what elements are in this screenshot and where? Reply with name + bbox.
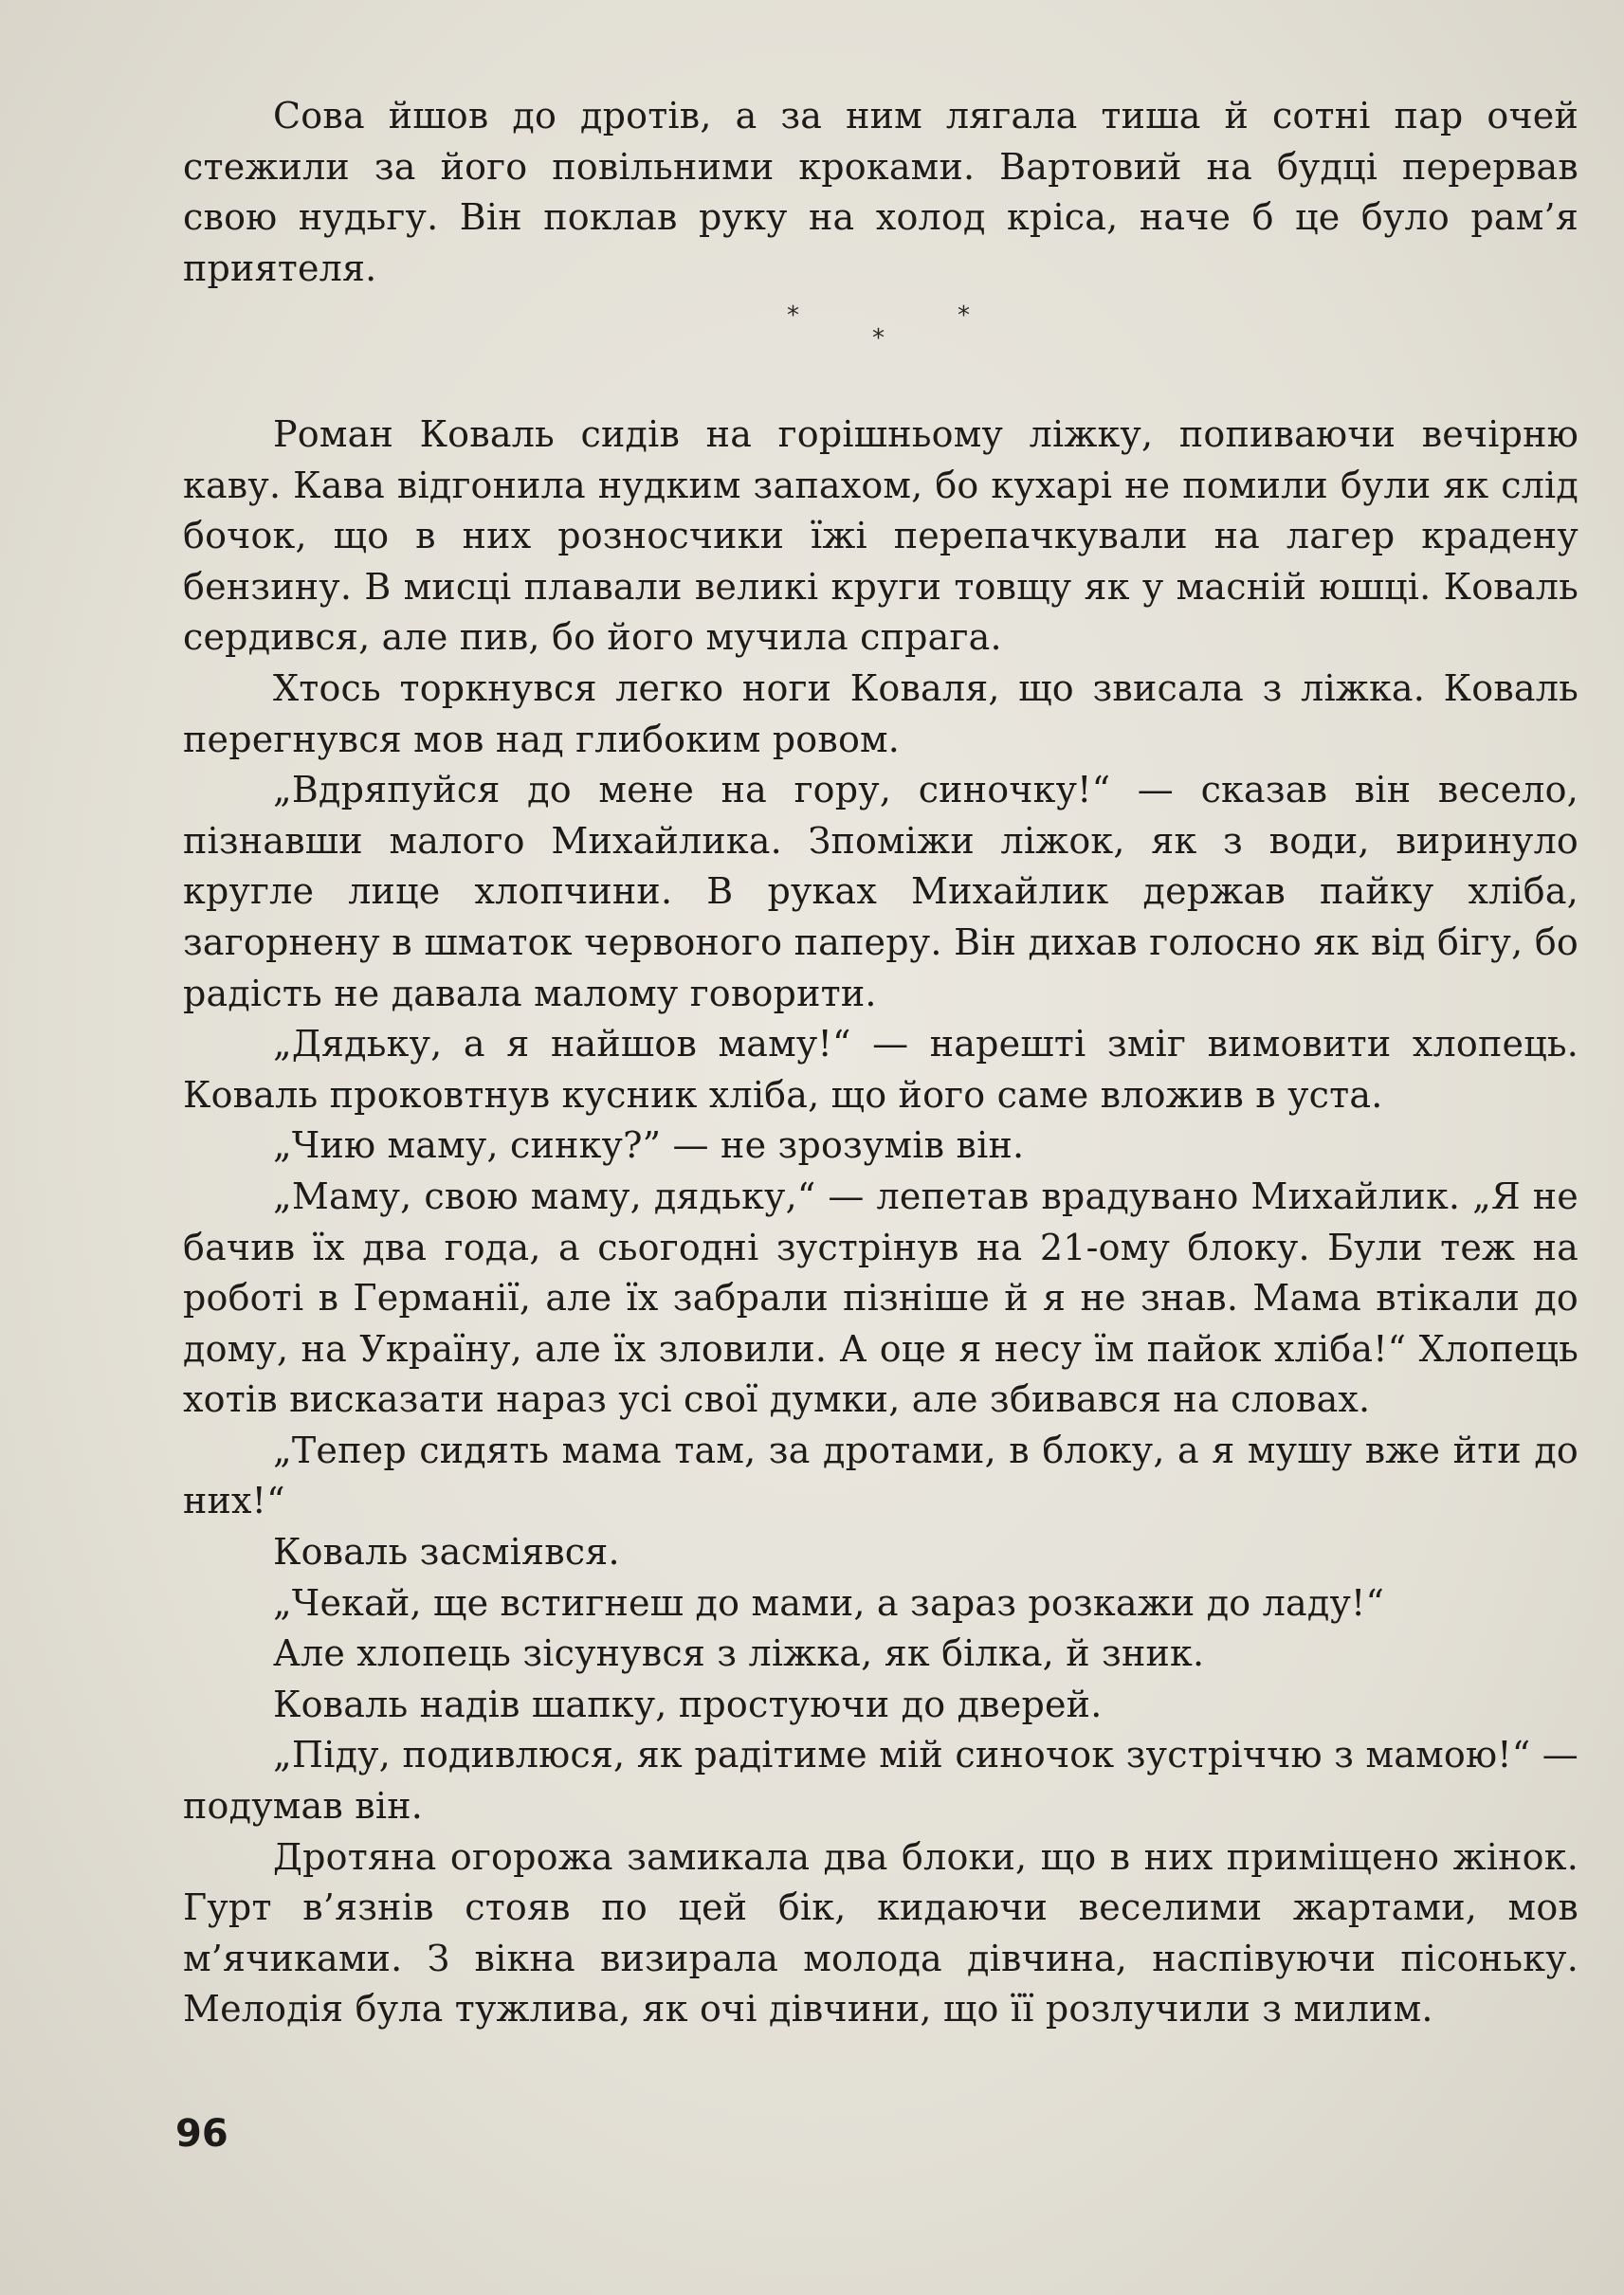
- text-section-2: [183, 410, 1578, 2035]
- paragraph: „Маму, свою маму, дядьку,“ — лепетав врадувано Михайлик. „Я не бачив їх два года, а сьогодні зустрінув на 21-ому блоку. Були теж на роботі в Германії, але їх забрали пізніше й я не знав. Мама втікали до дому, на Україну, але їх зловили. А оце я несу їм пайок хліба!“ Хлопець хотів висказати нараз усі свої думки, але збивався на словах.: [183, 1175, 1578, 1421]
- paragraph: Роман Коваль сидів на горішньому ліжку, попиваючи вечірню каву. Кава відгонила нудким запахом, бо кухарі не помили були як слід бочок, що в них розносчики їжі перепачкували на лагер крадену бензину. В мисці плавали великі круги товщу як у масній юшці. Коваль сердився, але пив, бо його мучила спрага.: [183, 413, 1578, 659]
- paragraph: „Дядьку, а я найшов маму!“ — нарешті зміг вимовити хлопець. Коваль проковтнув кусник хліба, що його саме вложив в уста.: [183, 1023, 1578, 1116]
- paragraph: Сова йшов до дротів, а за ним лягала тиша й сотні пар очей стежили за його повільними кроками. Вартовий на будці перервав свою нудьгу. Він поклав руку на холод кріса, наче б це було рам’я приятеля.: [183, 95, 1578, 289]
- paragraph: Коваль засміявся.: [273, 1531, 620, 1574]
- text-section-1: [183, 91, 1578, 294]
- paragraph: Хтось торкнувся легко ноги Коваля, що звисала з ліжка. Коваль перегнувся мов над глибоким ровом.: [183, 666, 1578, 760]
- paragraph: Дротяна огорожа замикала два блоки, що в них приміщено жінок. Гурт в’язнів стояв по цей бік, кидаючи веселими жартами, мов м’ячиками. З вікна визирала молода дівчина, наспівуючи пісоньку. Мелодія була тужлива, як очі дівчини, що її розлучили з милим.: [183, 1835, 1578, 2031]
- paragraph: „Чию маму, синку?” — не зрозумів він.: [273, 1124, 1025, 1167]
- separator-star: *: [872, 324, 885, 353]
- separator-star: *: [958, 301, 970, 330]
- paragraph: Коваль надів шапку, простуючи до дверей.: [273, 1683, 1103, 1725]
- paragraph: Але хлопець зісунувся з ліжка, як білка, й зник.: [273, 1632, 1205, 1675]
- paragraph: „Піду, подивлюся, як радітиме мій синочок зустріччю з мамою!“ — подумав він.: [183, 1734, 1578, 1828]
- paragraph: „Чекай, ще встигнеш до мами, а зараз розкажи до ладу!“: [273, 1581, 1385, 1624]
- paragraph: „Тепер сидять мама там, за дротами, в блоку, а я мушу вже йти до них!“: [183, 1429, 1578, 1522]
- section-separator: [777, 301, 986, 358]
- separator-star: *: [787, 301, 799, 330]
- paragraph: „Вдряпуйся до мене на гору, синочку!“ — сказав він весело, пізнавши малого Михайлика. Зпоміжи ліжок, як з води, виринуло кругле лице хлопчини. В руках Михайлик держав пайку хліба, загорнену в шматок червоного паперу. Він дихав голосно як від бігу, бо радість не давала малому говорити.: [183, 769, 1578, 1014]
- page-number: 96: [175, 2112, 228, 2156]
